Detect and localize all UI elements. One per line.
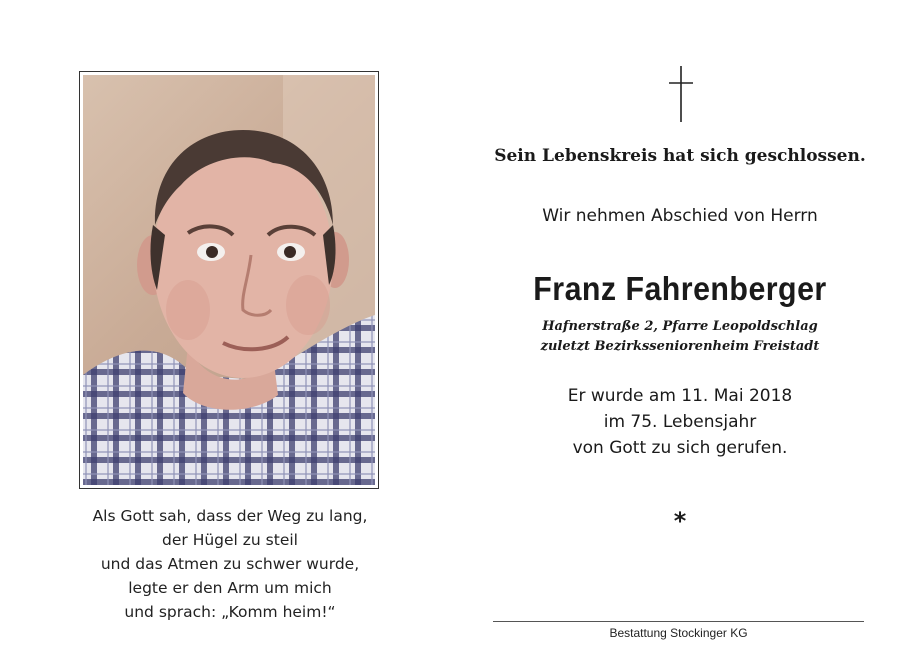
death-line: im 75. Lebensjahr — [603, 412, 757, 432]
portrait-icon — [83, 75, 375, 485]
poem-line: Als Gott sah, dass der Weg zu lang, — [92, 507, 368, 525]
undertaker-name: Bestattung Stockinger KG — [609, 626, 748, 640]
address-line: zuletzt Bezirksseniorenheim Freistadt — [540, 339, 820, 354]
death-line: Er wurde am 11. Mai 2018 — [567, 386, 793, 406]
photo-frame — [79, 71, 379, 489]
cross-icon — [667, 66, 695, 122]
poem-line: der Hügel zu steil — [162, 531, 298, 549]
footer-divider — [493, 621, 864, 622]
portrait-photo — [83, 75, 375, 485]
deceased-name: Franz Fahrenberger — [533, 270, 827, 307]
address-block — [490, 317, 870, 357]
poem-line: und sprach: „Komm heim!“ — [124, 603, 336, 621]
address-line: Hafnerstraße 2, Pfarre Leopoldschlag — [542, 319, 818, 334]
death-line: von Gott zu sich gerufen. — [572, 438, 788, 458]
death-notice — [490, 383, 870, 461]
poem-line: legte er den Arm um mich — [128, 579, 332, 597]
poem-line: und das Atmen zu schwer wurde, — [100, 555, 360, 573]
birth-star: * — [673, 507, 687, 535]
headline: Sein Lebenskreis hat sich geschlossen. — [494, 146, 866, 166]
intro-text: Wir nehmen Abschied von Herrn — [542, 206, 818, 226]
poem — [80, 504, 380, 624]
